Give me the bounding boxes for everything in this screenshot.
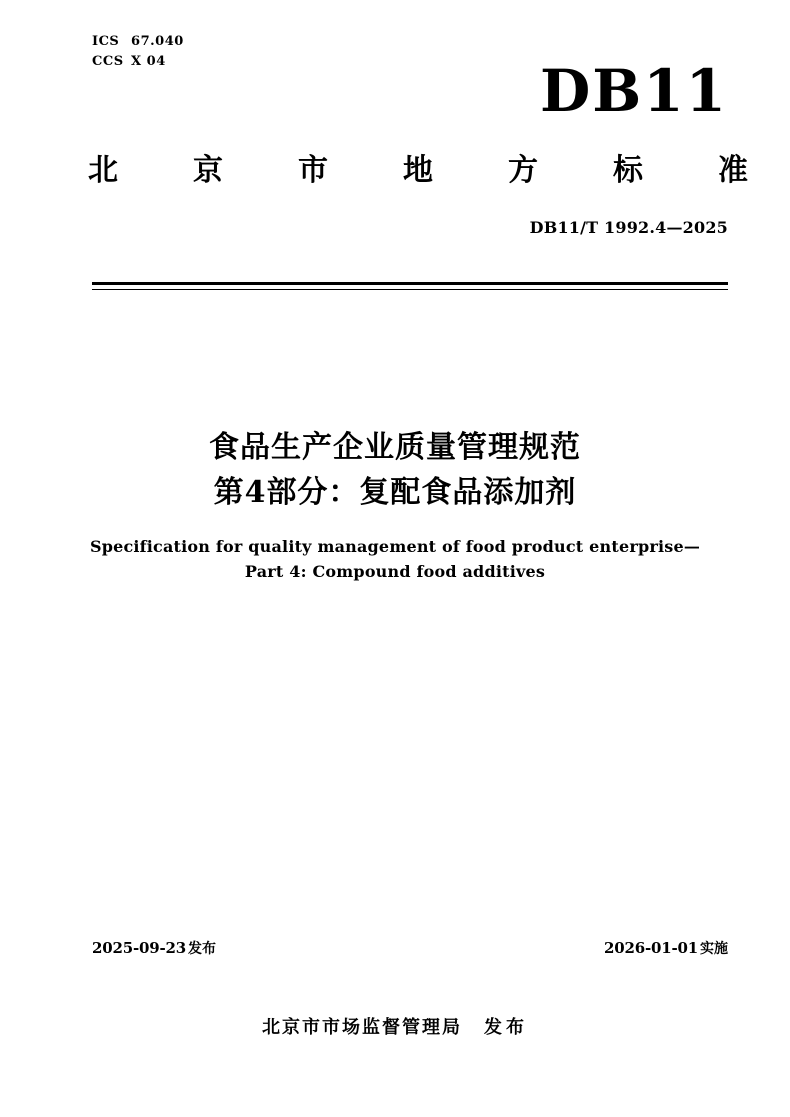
title-en: [0, 535, 790, 585]
title-cn-line1: 食品生产企业质量管理规范: [209, 430, 581, 465]
classification-block: [92, 32, 184, 72]
issuer-name: 北京市市场监督管理局: [262, 1017, 462, 1038]
issue-label: 发布: [187, 941, 216, 957]
banner-char-6: 准: [718, 153, 748, 188]
ics-label: ICS: [92, 34, 120, 49]
banner-char-3: 地: [403, 153, 433, 188]
ccs-line: [92, 52, 184, 72]
effective-label: 实施: [700, 941, 728, 957]
ics-value: 67.040: [131, 34, 184, 49]
banner-char-2: 市: [298, 153, 328, 188]
banner-char-4: 方: [508, 153, 538, 188]
ics-line: [92, 32, 184, 52]
effective-date-group: [604, 938, 728, 958]
effective-date: 2026-01-01: [604, 939, 698, 957]
banner-char-1: 京: [193, 153, 223, 188]
issue-date-group: [92, 938, 216, 958]
banner-char-0: 北: [88, 153, 118, 188]
db-mark: DB11: [539, 57, 728, 125]
title-part-suffix: 部分：复配食品添加剂: [266, 475, 577, 510]
title-en-line1: Specification for quality management of food product enterprise—: [89, 537, 701, 556]
standard-number: DB11/T 1992.4—2025: [529, 218, 728, 237]
dates-row: [92, 938, 728, 958]
title-part-number: 4: [244, 475, 267, 510]
title-cn-line2: [0, 470, 790, 515]
banner-char-5: 标: [613, 153, 643, 188]
ccs-value: X 04: [131, 54, 166, 70]
title-en-line2: Part 4: Compound food additives: [244, 561, 546, 581]
ccs-label: CCS: [92, 54, 124, 70]
issuer-verb: 发布: [484, 1017, 528, 1038]
issue-date: 2025-09-23: [92, 939, 186, 957]
title-block: [0, 425, 790, 585]
standard-banner: [88, 145, 748, 189]
title-part-prefix: 第: [213, 475, 245, 510]
header-rule-thin: [92, 289, 728, 290]
header-rule-thick: [92, 282, 728, 285]
issuer-row: [0, 1013, 790, 1039]
